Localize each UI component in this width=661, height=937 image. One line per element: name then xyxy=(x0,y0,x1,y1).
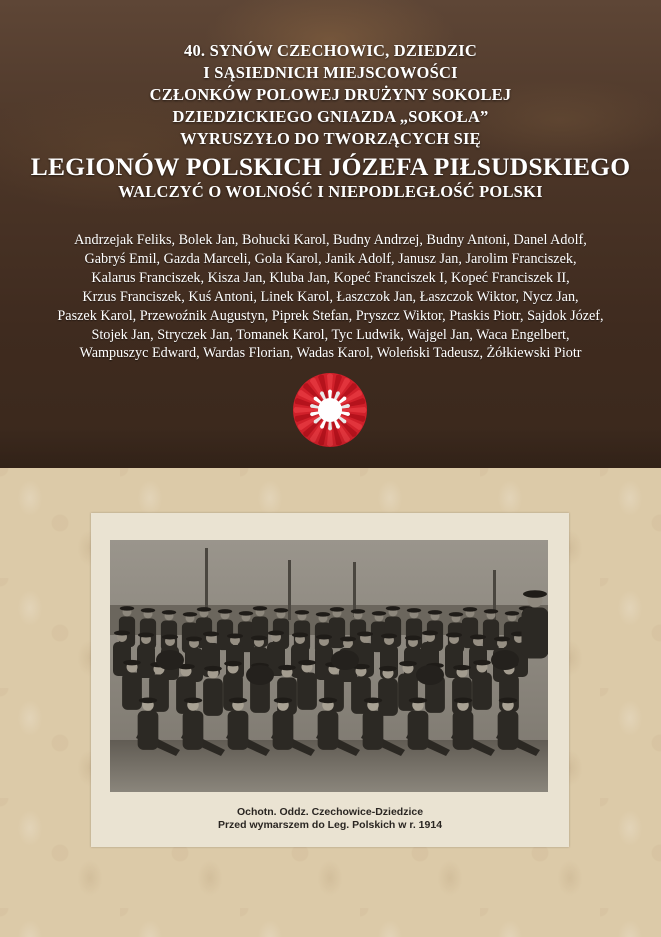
photo-caption xyxy=(91,806,569,832)
caption-line-1: Ochotn. Oddz. Czechowice-Dziedzice xyxy=(236,806,424,818)
heading-line-1: 40. SYNÓW CZECHOWIC, DZIEDZIC xyxy=(184,41,477,60)
names-line: Andrzejak Feliks, Bolek Jan, Bohucki Karol, Budny Andrzej, Budny Antoni, Danel Adolf, xyxy=(74,232,587,248)
heading-line-3: CZŁONKÓW POLOWEJ DRUŻYNY SOKOLEJ xyxy=(149,85,512,104)
names-line: Wampuszyc Edward, Wardas Florian, Wadas Karol, Woleński Tadeusz, Żółkiewski Piotr xyxy=(79,345,582,362)
heading-subtitle: WALCZYĆ O WOLNOŚĆ I NIEPODLEGŁOŚĆ POLSKI xyxy=(118,182,543,201)
caption-line-2: Przed wymarszem do Leg. Polskich w r. 1914 xyxy=(217,819,443,831)
names-line: Stojek Jan, Stryczek Jan, Tomanek Karol, Tyc Ludwik, Wajgel Jan, Waca Engelbert, xyxy=(91,326,570,343)
heading-legions-title: LEGIONÓW POLSKICH JÓZEFA PIŁSUDSKIEGO xyxy=(30,152,631,181)
names-line: Kalarus Franciszek, Kisza Jan, Kluba Jan, Kopeć Franciszek I, Kopeć Franciszek II, xyxy=(91,269,570,286)
names-line: Krzus Franciszek, Kuś Antoni, Linek Karol, Łaszczok Jan, Łaszczok Wiktor, Nycz Jan, xyxy=(82,288,579,305)
heading-line-2: I SĄSIEDNICH MIEJSCOWOŚCI xyxy=(203,63,458,82)
historical-group-photo xyxy=(110,540,548,792)
names-line: Gabryś Emil, Gazda Marceli, Gola Karol, Janik Adolf, Janusz Jan, Jarolim Franciszek, xyxy=(84,250,577,267)
header-panel xyxy=(0,0,661,468)
names-list xyxy=(22,231,639,363)
commemoration-heading xyxy=(0,40,661,202)
cockade-icon xyxy=(291,371,369,449)
names-line: Paszek Karol, Przewoźnik Augustyn, Piprek Stefan, Pryszcz Wiktor, Ptaskis Piotr, Sajdok Józef, xyxy=(57,307,604,324)
heading-line-5: WYRUSZYŁO DO TWORZĄCYCH SIĘ xyxy=(180,129,481,148)
heading-line-4: DZIEDZICKIEGO GNIAZDA „SOKOŁA” xyxy=(172,107,489,126)
